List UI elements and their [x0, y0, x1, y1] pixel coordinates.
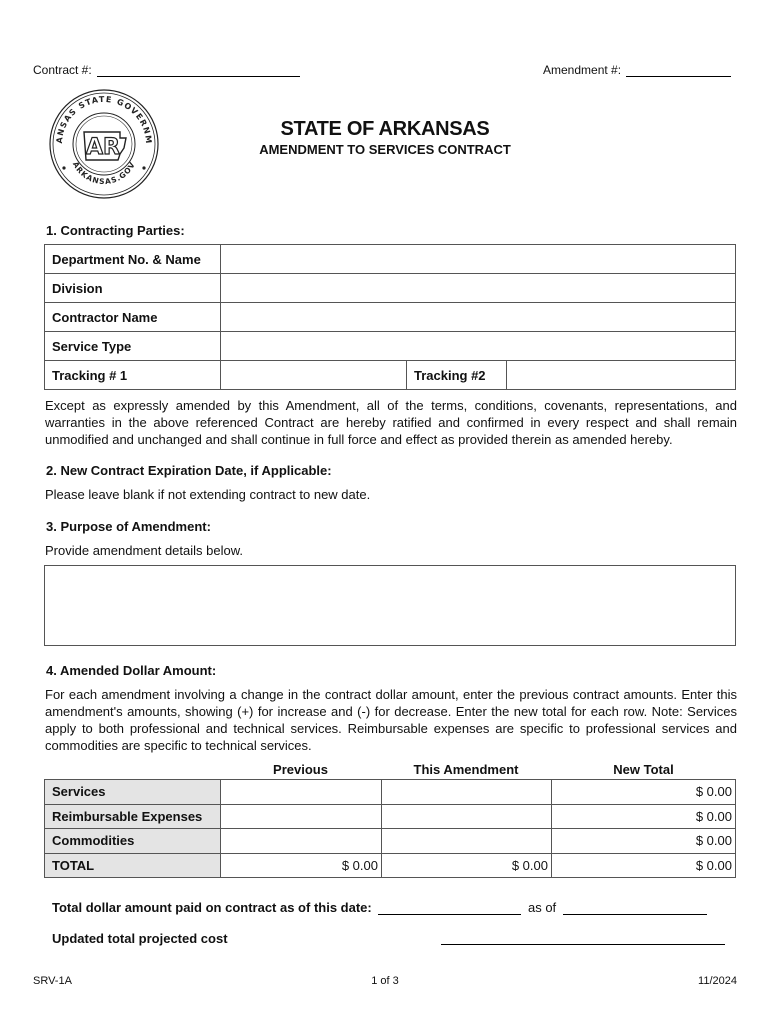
section-4-paragraph: For each amendment involving a change in the contract dollar amount, enter the previous contract amounts. Enter this amendment's amounts, showing (+) for increase and (-) for decrease. Enter the new total for each row. Note: Services apply to both professional and technical services. Reimbursable expenses are specific to professional services and commodities are specific to technical services. — [45, 687, 737, 753]
table-row — [45, 804, 736, 829]
column-this-amendment: This Amendment — [413, 762, 519, 777]
division-input[interactable] — [221, 274, 736, 303]
table-row — [45, 274, 736, 303]
commodities-previous-input[interactable] — [221, 829, 382, 854]
seal-center-text: AR — [86, 135, 120, 160]
department-input[interactable] — [221, 245, 736, 274]
table-row — [45, 780, 736, 805]
table-row — [45, 245, 736, 274]
total-amendment: $ 0.00 — [382, 853, 552, 878]
services-new-total: $ 0.00 — [552, 780, 736, 805]
reimbursable-amendment-input[interactable] — [382, 804, 552, 829]
section-1-heading: 1. Contracting Parties: — [46, 223, 185, 238]
table-row — [45, 303, 736, 332]
amendment-details-input[interactable] — [44, 565, 736, 646]
table-row — [45, 361, 736, 390]
as-of-label: as of — [527, 900, 557, 915]
column-previous: Previous — [273, 762, 328, 777]
section-2-heading: 2. New Contract Expiration Date, if Applicable: — [46, 463, 332, 478]
services-amendment-input[interactable] — [382, 780, 552, 805]
tracking-1-input[interactable] — [221, 361, 407, 390]
svg-text:ARKANSAS.GOV — [71, 160, 137, 186]
total-paid-row — [52, 900, 707, 915]
page-subtitle: AMENDMENT TO SERVICES CONTRACT — [259, 142, 511, 157]
arkansas-state-seal — [48, 88, 160, 200]
contracting-parties-table — [44, 244, 736, 390]
contractor-name-label: Contractor Name — [45, 303, 221, 332]
row-label: Commodities — [45, 829, 221, 854]
tracking-1-label: Tracking # 1 — [45, 361, 221, 390]
department-label: Department No. & Name — [45, 245, 221, 274]
commodities-amendment-input[interactable] — [382, 829, 552, 854]
tracking-2-label: Tracking #2 — [407, 361, 507, 390]
as-of-date-input[interactable] — [563, 903, 707, 915]
page-number: 1 of 3 — [371, 975, 399, 987]
tracking-2-input[interactable] — [507, 361, 736, 390]
total-paid-label: Total dollar amount paid on contract as of this date: — [52, 900, 372, 915]
table-row — [45, 829, 736, 854]
services-previous-input[interactable] — [221, 780, 382, 805]
total-new-total: $ 0.00 — [552, 853, 736, 878]
contract-number-field — [33, 63, 300, 77]
amendment-number-field — [543, 63, 731, 77]
section-2-note: Please leave blank if not extending contract to new date. — [45, 487, 371, 502]
total-previous: $ 0.00 — [221, 853, 382, 878]
total-paid-input[interactable] — [378, 903, 521, 915]
projected-cost-input[interactable] — [441, 933, 725, 945]
seal-bottom-text: ARKANSAS.GOV — [70, 160, 138, 187]
revision-date: 11/2024 — [698, 975, 737, 987]
table-row — [45, 332, 736, 361]
amended-dollar-table — [44, 779, 736, 878]
division-label: Division — [45, 274, 221, 303]
table-row — [45, 853, 736, 878]
contract-number-input[interactable] — [97, 65, 300, 77]
amendment-number-input[interactable] — [626, 65, 731, 77]
commodities-new-total: $ 0.00 — [552, 829, 736, 854]
projected-cost-label: Updated total projected cost — [52, 931, 228, 946]
service-type-input[interactable] — [221, 332, 736, 361]
section-3-heading: 3. Purpose of Amendment: — [46, 519, 211, 534]
row-label: Reimbursable Expenses — [45, 804, 221, 829]
amendment-number-label: Amendment #: — [543, 63, 622, 77]
row-label: TOTAL — [45, 853, 221, 878]
reimbursable-new-total: $ 0.00 — [552, 804, 736, 829]
contractor-name-input[interactable] — [221, 303, 736, 332]
page-title: STATE OF ARKANSAS — [280, 118, 490, 140]
reimbursable-previous-input[interactable] — [221, 804, 382, 829]
seal-outer-text: ANSAS STATE GOVERNM — [54, 94, 154, 145]
row-label: Services — [45, 780, 221, 805]
section-4-heading: 4. Amended Dollar Amount: — [46, 663, 217, 678]
section-3-note: Provide amendment details below. — [45, 543, 244, 558]
form-id: SRV-1A — [33, 975, 72, 987]
ratification-paragraph: Except as expressly amended by this Amendment, all of the terms, conditions, covenants, representations, and warranties in the above referenced Contract are hereby ratified and confirmed in every respect and shall remain unmodified and unchanged and shall continue in full force and effect as provided therein as amended hereby. — [45, 398, 737, 447]
column-new-total: New Total — [613, 762, 674, 777]
service-type-label: Service Type — [45, 332, 221, 361]
contract-number-label: Contract #: — [33, 63, 92, 77]
